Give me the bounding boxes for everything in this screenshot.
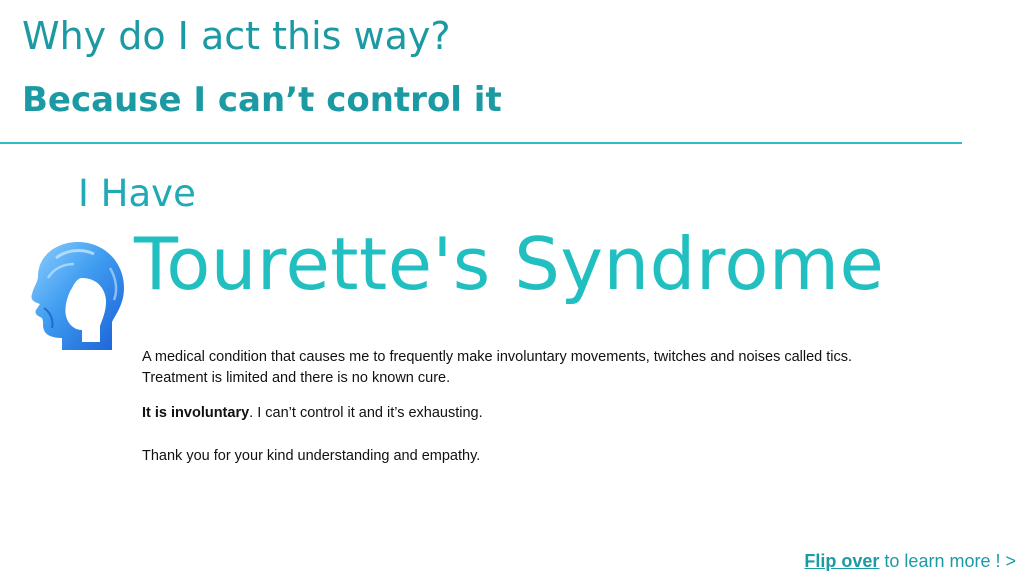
involuntary-paragraph bbox=[142, 403, 902, 424]
divider bbox=[0, 142, 962, 144]
header-question: Why do I act this way? bbox=[22, 14, 451, 58]
condition-title: Tourette's Syndrome bbox=[134, 222, 885, 306]
head-profile-icon bbox=[20, 238, 132, 358]
footer-rest: to learn more ! > bbox=[879, 551, 1016, 571]
emphasis-text: It is involuntary bbox=[142, 405, 250, 421]
thanks-paragraph: Thank you for your kind understanding and empathy. bbox=[142, 448, 481, 464]
emphasis-rest: . I can’t control it and it’s exhausting. bbox=[249, 405, 483, 421]
title-intro: I Have bbox=[78, 172, 196, 215]
flip-over-link[interactable]: Flip over bbox=[804, 551, 880, 571]
header-answer: Because I can’t control it bbox=[22, 80, 502, 120]
body-text bbox=[142, 347, 902, 481]
footer bbox=[804, 551, 1016, 572]
description-paragraph: A medical condition that causes me to frequently make involuntary movements, twitches and noises called tics. Treatment is limited and there is no known cure. bbox=[142, 349, 853, 386]
